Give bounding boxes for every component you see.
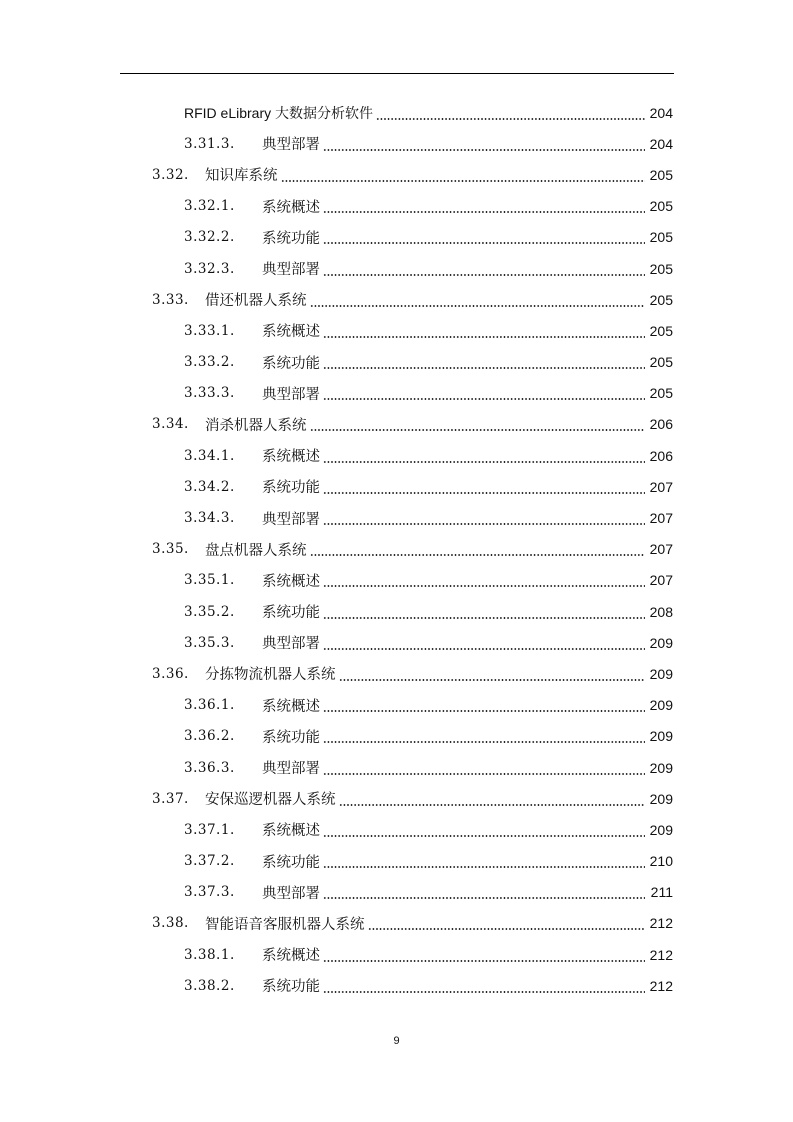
toc-entry[interactable] [0, 128, 793, 159]
toc-dot-leader [323, 336, 645, 338]
toc-dot-leader [323, 398, 645, 400]
toc-entry[interactable] [0, 721, 793, 752]
toc-entry-page: 209 [649, 728, 673, 745]
toc-entry-number: 3.33.3. [184, 385, 235, 402]
toc-entry-number: 3.36. [152, 665, 189, 682]
toc-entry-number: 3.38. [152, 915, 189, 932]
toc-entry-page: 205 [649, 260, 673, 277]
toc-entry-number: 3.35. [152, 541, 189, 558]
toc-entry-page: 212 [649, 946, 673, 963]
toc-entry-title: 典型部署 [262, 258, 322, 279]
toc-entry-page: 206 [649, 416, 673, 433]
toc-entry-title: 系统功能 [262, 975, 322, 996]
toc-entry-number: 3.34. [152, 416, 189, 433]
toc-entry-number: 3.37.3. [184, 884, 235, 901]
toc-entry-title: 知识库系统 [205, 164, 280, 185]
toc-entry[interactable] [0, 253, 793, 284]
toc-entry-title: 典型部署 [262, 757, 322, 778]
toc-entry[interactable] [0, 846, 793, 877]
toc-entry-number: 3.35.2. [184, 603, 235, 620]
toc-entry-title: 系统功能 [262, 726, 322, 747]
toc-entry-number: 3.38.1. [184, 946, 235, 963]
toc-dot-leader [323, 461, 645, 463]
toc-entry-number: 3.32. [152, 166, 189, 183]
toc-entry[interactable] [0, 347, 793, 378]
toc-entry[interactable] [0, 159, 793, 190]
toc-entry-number: 3.37.1. [184, 821, 235, 838]
toc-entry-page: 205 [649, 198, 673, 215]
toc-entry-page: 204 [649, 135, 673, 152]
toc-entry-title: RFID eLibrary 大数据分析软件 [184, 104, 374, 121]
toc-entry-number: 3.33. [152, 291, 189, 308]
toc-entry[interactable] [0, 908, 793, 939]
toc-entry-number: 3.36.2. [184, 728, 235, 745]
toc-entry-page: 205 [649, 385, 673, 402]
toc-entry[interactable] [0, 939, 793, 970]
toc-entry-page: 212 [649, 915, 673, 932]
toc-entry-page: 207 [649, 572, 673, 589]
toc-entry-page: 207 [649, 478, 673, 495]
toc-entry-title: 系统功能 [262, 227, 322, 248]
toc-entry-number: 3.34.2. [184, 478, 235, 495]
toc-dot-leader [310, 554, 645, 556]
toc-entry-title: 系统概述 [262, 570, 322, 591]
toc-dot-leader [339, 804, 645, 806]
toc-dot-leader [323, 710, 645, 712]
toc-entry[interactable] [0, 97, 793, 128]
toc-entry[interactable] [0, 783, 793, 814]
toc-dot-leader [323, 523, 645, 525]
toc-entry-number: 3.33.2. [184, 354, 235, 371]
toc-entry-title: 典型部署 [262, 383, 322, 404]
toc-entry-title: 借还机器人系统 [205, 289, 309, 310]
toc-dot-leader [323, 274, 645, 276]
toc-entry-page: 210 [649, 853, 673, 870]
toc-entry-title: 系统概述 [262, 445, 322, 466]
toc-entry-number: 3.36.1. [184, 697, 235, 714]
header-rule [120, 73, 674, 74]
toc-entry-number: 3.38.2. [184, 977, 235, 994]
toc-entry[interactable] [0, 565, 793, 596]
toc-entry[interactable] [0, 627, 793, 658]
toc-entry-title: 系统功能 [262, 476, 322, 497]
toc-entry-title: 系统概述 [262, 320, 322, 341]
toc-entry[interactable] [0, 409, 793, 440]
toc-dot-leader [323, 835, 645, 837]
toc-entry[interactable] [0, 658, 793, 689]
toc-entry-page: 211 [650, 884, 673, 901]
toc-entry-page: 209 [649, 759, 673, 776]
toc-entry-number: 3.32.2. [184, 229, 235, 246]
toc-entry[interactable] [0, 534, 793, 565]
toc-entry[interactable] [0, 440, 793, 471]
toc-entry-title: 智能语音客服机器人系统 [205, 913, 367, 934]
toc-entry-page: 208 [649, 603, 673, 620]
toc-entry-number: 3.34.3. [184, 510, 235, 527]
toc-entry[interactable] [0, 690, 793, 721]
toc-dot-leader [339, 679, 645, 681]
toc-entry-title: 系统概述 [262, 944, 322, 965]
toc-entry-title: 系统功能 [262, 601, 322, 622]
toc-entry-page: 209 [649, 821, 673, 838]
toc-entry-title: 系统功能 [262, 851, 322, 872]
page-number: 9 [393, 1035, 400, 1047]
toc-entry[interactable] [0, 877, 793, 908]
toc-entry-page: 209 [649, 790, 673, 807]
toc-entry-page: 206 [649, 447, 673, 464]
toc-entry-number: 3.36.3. [184, 759, 235, 776]
toc-dot-leader [323, 242, 645, 244]
toc-dot-leader [323, 211, 645, 213]
toc-entry[interactable] [0, 471, 793, 502]
toc-dot-leader [323, 367, 645, 369]
toc-entry-number: 3.37. [152, 790, 189, 807]
table-of-contents [0, 97, 793, 1001]
toc-entry-page: 207 [649, 510, 673, 527]
toc-entry-title: 系统概述 [262, 819, 322, 840]
toc-entry-number: 3.34.1. [184, 447, 235, 464]
toc-entry-page: 209 [649, 634, 673, 651]
toc-entry-page: 205 [649, 322, 673, 339]
toc-entry-page: 212 [649, 977, 673, 994]
toc-entry-number: 3.33.1. [184, 322, 235, 339]
toc-entry-title: 典型部署 [262, 508, 322, 529]
toc-dot-leader [323, 617, 645, 619]
toc-dot-leader [310, 305, 645, 307]
toc-entry[interactable] [0, 502, 793, 533]
toc-entry-number: 3.32.3. [184, 260, 235, 277]
toc-entry-number: 3.32.1. [184, 198, 235, 215]
toc-entry[interactable] [0, 378, 793, 409]
toc-entry-title: 系统概述 [262, 695, 322, 716]
toc-entry[interactable] [0, 191, 793, 222]
toc-entry[interactable] [0, 596, 793, 627]
toc-entry[interactable] [0, 315, 793, 346]
toc-entry-page: 204 [649, 104, 673, 121]
toc-dot-leader [310, 429, 645, 431]
toc-dot-leader [376, 118, 645, 120]
toc-dot-leader [368, 928, 645, 930]
toc-entry-page: 209 [649, 697, 673, 714]
toc-entry-title: 安保巡逻机器人系统 [205, 788, 338, 809]
toc-entry-title: 系统概述 [262, 196, 322, 217]
toc-entry-page: 205 [649, 229, 673, 246]
toc-entry-page: 205 [649, 166, 673, 183]
toc-entry-page: 205 [649, 291, 673, 308]
toc-dot-leader [323, 585, 645, 587]
toc-entry-number: 3.31.3. [184, 135, 235, 152]
toc-entry-page: 205 [649, 354, 673, 371]
toc-dot-leader [323, 149, 645, 151]
toc-dot-leader [323, 492, 645, 494]
toc-entry-number: 3.35.1. [184, 572, 235, 589]
toc-entry-number: 3.37.2. [184, 853, 235, 870]
toc-entry-number: 3.35.3. [184, 634, 235, 651]
toc-entry-title: 消杀机器人系统 [205, 414, 309, 435]
toc-entry[interactable] [0, 970, 793, 1001]
toc-dot-leader [323, 991, 645, 993]
toc-entry[interactable] [0, 814, 793, 845]
toc-entry-title: 盘点机器人系统 [205, 539, 309, 560]
toc-dot-leader [323, 741, 645, 743]
toc-entry-title: 系统功能 [262, 352, 322, 373]
toc-entry[interactable] [0, 222, 793, 253]
toc-entry-title: 典型部署 [262, 882, 322, 903]
toc-dot-leader [323, 866, 645, 868]
toc-entry-page: 207 [649, 541, 673, 558]
toc-entry[interactable] [0, 752, 793, 783]
toc-dot-leader [323, 648, 645, 650]
toc-entry-title: 典型部署 [262, 133, 322, 154]
toc-entry-title: 典型部署 [262, 632, 322, 653]
toc-dot-leader [323, 897, 645, 899]
toc-entry-title: 分拣物流机器人系统 [205, 663, 338, 684]
toc-dot-leader [323, 773, 645, 775]
toc-entry[interactable] [0, 284, 793, 315]
toc-entry-page: 209 [649, 665, 673, 682]
toc-dot-leader [281, 180, 645, 182]
toc-dot-leader [323, 960, 645, 962]
